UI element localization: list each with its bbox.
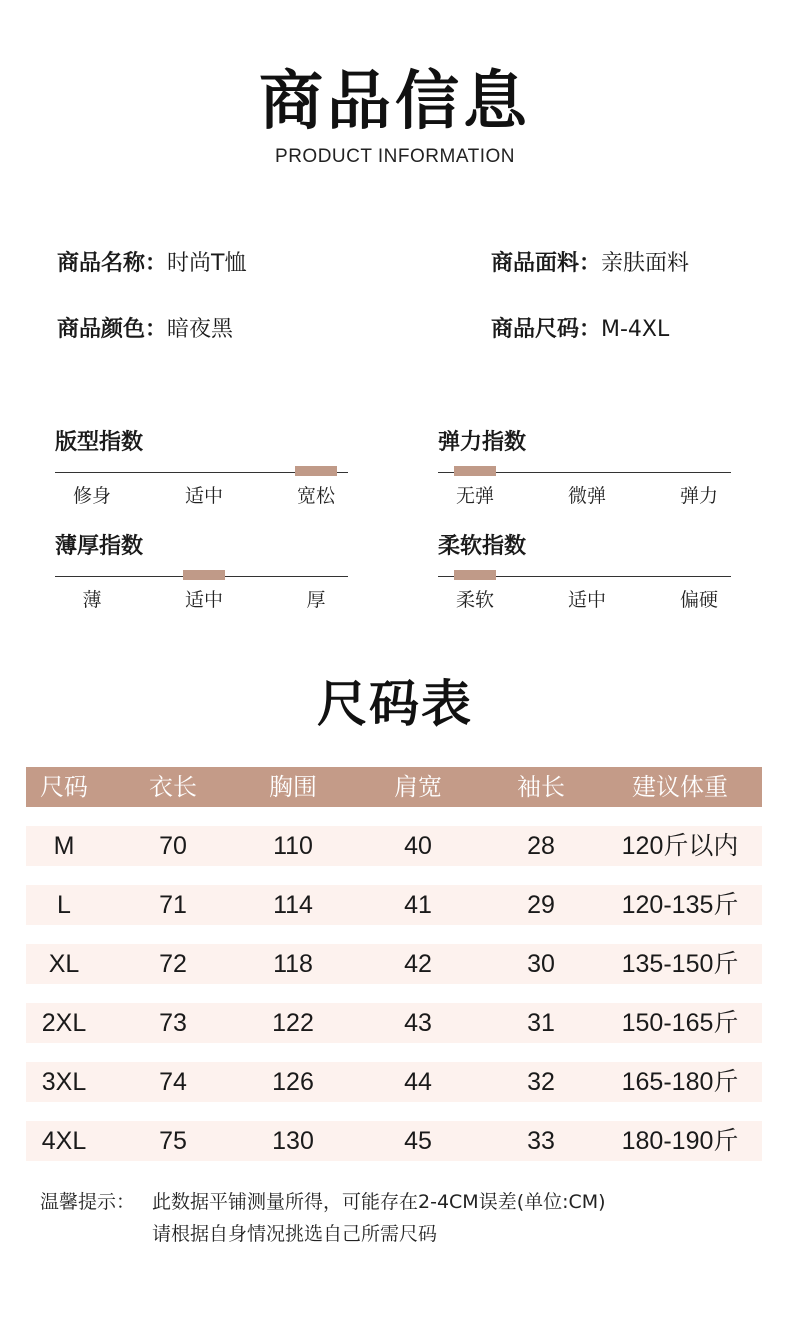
table-cell: 135-150斤 [621,950,739,978]
index-option-label: 柔软 [455,589,494,611]
index-option-label: 微弹 [567,485,606,507]
index-title: 薄厚指数 [55,534,144,559]
table-row [26,1121,762,1161]
index-option-label: 弹力 [679,485,718,507]
table-cell: 165-180斤 [621,1068,739,1096]
info-value: M-4XL [601,317,670,342]
table-cell: 30 [527,950,555,978]
info-product-fabric [491,249,689,279]
table-header-cell: 胸围 [269,773,317,801]
table-row [26,944,762,984]
table-cell: 4XL [41,1127,87,1155]
index-marker [454,466,496,476]
table-header-cell: 建议体重 [632,773,728,801]
index-title: 版型指数 [55,430,144,455]
table-row [26,1003,762,1043]
size-chart-title: 尺码表 [317,675,473,733]
index-option-label: 薄 [82,589,102,611]
index-marker [295,466,337,476]
table-cell: 114 [273,891,313,919]
table-cell: XL [48,950,80,978]
table-cell: 72 [159,950,187,978]
table-row [26,1062,762,1102]
index-option-label: 宽松 [296,485,335,507]
table-cell: 71 [159,891,187,919]
index-option-label: 适中 [184,589,223,611]
table-cell: 42 [404,950,432,978]
info-label: 商品颜色： [57,317,168,342]
index-option-label: 适中 [184,485,223,507]
info-label: 商品尺码： [491,317,602,342]
info-product-name [57,249,246,279]
table-cell: 110 [273,832,313,860]
table-cell: 3XL [41,1068,87,1096]
table-header-cell: 肩宽 [394,773,442,801]
info-label: 商品面料： [491,251,602,276]
table-cell: 31 [527,1009,555,1037]
table-cell: 2XL [41,1009,87,1037]
size-table-header [26,767,762,807]
info-value: 暗夜黑 [167,317,234,342]
table-cell: 33 [527,1127,555,1155]
page-subtitle: PRODUCT INFORMATION [275,146,515,167]
table-cell: 28 [527,832,555,860]
index-option-label: 适中 [567,589,606,611]
table-cell: 118 [273,950,313,978]
table-cell: 150-165斤 [621,1009,739,1037]
tip-line-1: 此数据平铺测量所得，可能存在2-4CM误差(单位:CM) [152,1191,606,1213]
index-option-label: 偏硬 [679,589,718,611]
table-cell: 75 [159,1127,187,1155]
table-cell: 126 [272,1068,314,1096]
table-cell: M [53,832,75,860]
page-title: 商品信息 [259,65,531,139]
table-cell: 41 [404,891,432,919]
table-header-cell: 衣长 [149,773,197,801]
table-cell: 74 [159,1068,187,1096]
table-cell: 32 [527,1068,555,1096]
table-cell: 44 [404,1068,432,1096]
info-value: 时尚T恤 [167,251,247,276]
table-cell: 130 [272,1127,314,1155]
index-option-label: 厚 [306,589,326,611]
index-title: 弹力指数 [438,430,527,455]
table-header-cell: 尺码 [40,773,88,801]
table-cell: 29 [527,891,555,919]
tip-label: 温馨提示： [40,1191,136,1213]
tip-line-2: 请根据自身情况挑选自己所需尺码 [152,1223,438,1245]
info-label: 商品名称： [57,251,168,276]
table-cell: 120斤以内 [621,832,739,860]
table-cell: 120-135斤 [621,891,739,919]
info-value: 亲肤面料 [601,251,690,276]
table-row [26,826,762,866]
index-option-label: 修身 [72,485,111,507]
table-row [26,885,762,925]
info-product-size [491,315,669,345]
table-cell: 70 [159,832,187,860]
table-cell: L [57,891,71,919]
index-option-label: 无弹 [455,485,494,507]
table-cell: 73 [159,1009,187,1037]
info-product-color [57,315,233,345]
table-cell: 122 [272,1009,314,1037]
table-header-cell: 袖长 [517,773,565,801]
index-title: 柔软指数 [438,534,527,559]
table-cell: 40 [404,832,432,860]
table-cell: 180-190斤 [621,1127,739,1155]
table-cell: 43 [404,1009,432,1037]
index-marker [454,570,496,580]
index-marker [183,570,225,580]
table-cell: 45 [404,1127,432,1155]
